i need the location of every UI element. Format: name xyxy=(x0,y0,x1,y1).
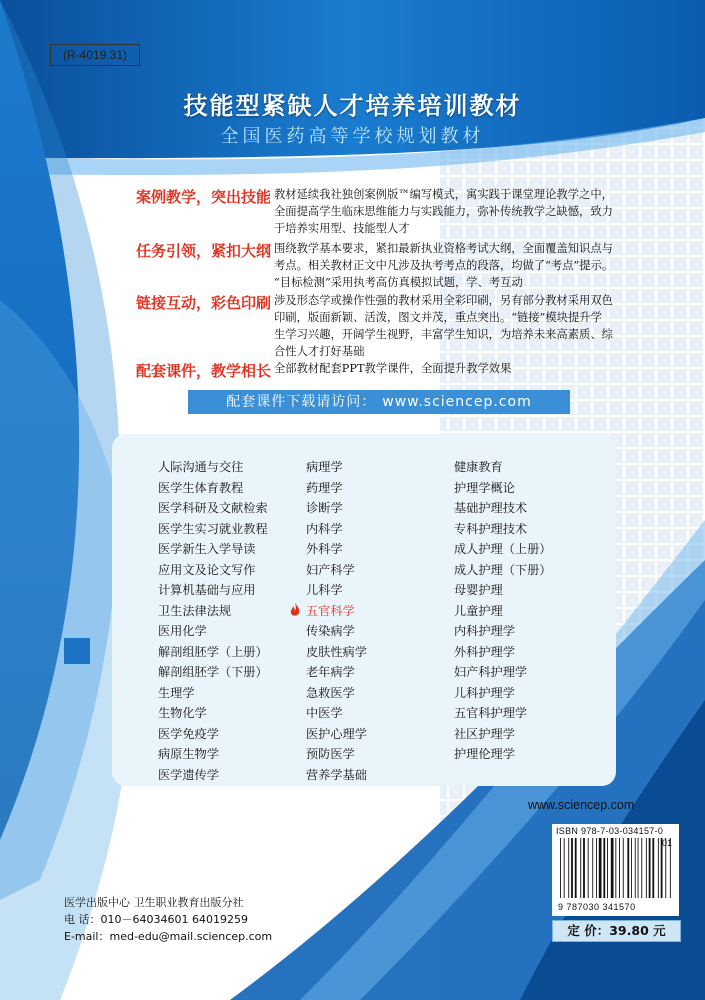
book-title: 生理学 xyxy=(158,685,195,700)
barcode-bar xyxy=(670,838,671,898)
barcode-bar xyxy=(560,838,561,898)
barcode-bar xyxy=(575,838,577,898)
feature-text xyxy=(274,360,644,377)
barcode-bar xyxy=(635,838,636,898)
feature-line: 生学习兴趣，开阔学生视野，丰富学生知识，为培养未来高素质、综 xyxy=(274,328,613,341)
feature-text xyxy=(274,186,644,237)
barcode-bar xyxy=(619,838,620,898)
feature-line: 教材延续我社独创案例版™编写模式，寓实践于课堂理论教学之中， xyxy=(274,188,613,201)
barcode-bar xyxy=(603,838,605,898)
feature-heading: 任务引领，紧扣大纲 xyxy=(136,242,272,260)
book-title: 医护心理学 xyxy=(306,726,367,741)
series-title: 技能型紧缺人才培养培训教材 xyxy=(183,92,522,120)
book-title: 儿科护理学 xyxy=(454,685,515,700)
book-list-column-3 xyxy=(454,458,624,766)
book-title: 护理学概论 xyxy=(454,480,515,495)
book-title: 五官科学 xyxy=(306,602,476,623)
barcode-bar xyxy=(665,838,666,898)
feature-heading: 配套课件，教学相长 xyxy=(136,362,272,380)
feature-heading: 案例教学，突出技能 xyxy=(136,188,272,206)
feature-line: 围绕教学基本要求，紧扣最新执业资格考试大纲，全面覆盖知识点与 xyxy=(274,242,613,255)
barcode-bar xyxy=(638,838,639,898)
barcode-digits: 9 787030 341570 xyxy=(558,902,636,912)
book-title: 健康教育 xyxy=(454,460,503,474)
barcode-bar xyxy=(631,838,632,898)
book-title: 营养学基础 xyxy=(306,767,367,782)
book-title: 解剖组胚学（上册） xyxy=(158,644,268,659)
barcode-bar xyxy=(564,838,565,898)
barcode-bar xyxy=(596,838,597,898)
book-title: 内科护理学 xyxy=(454,624,515,638)
publisher-email: E-mail：med-edu@mail.sciencep.com xyxy=(64,930,273,943)
book-title: 外科学 xyxy=(306,542,343,556)
book-title: 专科护理技术 xyxy=(454,521,528,536)
book-title: 人际沟通与交往 xyxy=(158,460,244,474)
price-label: 定 价：39.80 元 xyxy=(552,920,681,942)
book-title: 内科学 xyxy=(306,521,343,536)
book-title: 成人护理（下册） xyxy=(454,562,552,577)
feature-line: 考点。相关教材正文中凡涉及执考考点的段落，均做了“考点”提示。 xyxy=(274,259,614,272)
catalog-code: (R-4019.31) xyxy=(50,44,140,66)
feature-text xyxy=(274,240,644,291)
decorative-square xyxy=(62,636,92,666)
book-title: 医学新生入学导读 xyxy=(158,542,256,556)
book-title: 基础护理技术 xyxy=(454,501,528,515)
barcode-bar xyxy=(652,838,654,898)
download-label: 配套课件下载请访问： xyxy=(226,394,377,410)
book-title: 计算机基础与应用 xyxy=(158,583,256,597)
feature-line: 全部教材配套PPT教学课件，全面提升教学效果 xyxy=(274,362,512,375)
barcode-bar xyxy=(649,838,651,898)
feature-line: 全面提高学生临床思维能力与实践能力，弥补传统教学之缺憾，致力 xyxy=(274,205,613,218)
book-title: 医学生实习就业教程 xyxy=(158,521,268,536)
feature-line: 印刷，版面新颖、活泼，图文并茂，重点突出。“链接”模块提升学 xyxy=(274,311,602,324)
barcode-bar xyxy=(641,838,642,898)
barcode-bar xyxy=(607,838,608,898)
feature-line: 涉及形态学或操作性强的教材采用全彩印刷，另有部分教材采用双色 xyxy=(274,294,613,307)
barcode-bar xyxy=(615,838,616,898)
feature-line: “目标检测”采用执考高仿真模拟试题，学、考互动 xyxy=(274,276,523,289)
barcode-bar xyxy=(599,838,602,898)
isbn-text: ISBN 978-7-03-034157-0 xyxy=(556,826,664,836)
barcode-bar xyxy=(588,838,589,898)
book-title: 儿童护理 xyxy=(454,603,503,618)
barcode-bar xyxy=(592,838,593,898)
barcode-bar xyxy=(611,838,614,898)
book-title: 急救医学 xyxy=(306,685,355,700)
isbn-addon: 01 xyxy=(662,838,673,848)
book-title: 医学生体育教程 xyxy=(158,480,244,495)
book-title: 医用化学 xyxy=(158,624,207,638)
book-title: 社区护理学 xyxy=(454,726,515,741)
book-title: 儿科学 xyxy=(306,583,343,597)
book-title: 五官科护理学 xyxy=(454,706,528,720)
book-title: 生物化学 xyxy=(158,706,207,720)
book-list-column-2 xyxy=(306,458,476,786)
barcode-bar xyxy=(571,838,573,898)
download-bar xyxy=(188,390,570,414)
book-title: 医学科研及文献检索 xyxy=(158,501,268,515)
book-title: 中医学 xyxy=(306,706,343,720)
feature-heading: 链接互动，彩色印刷 xyxy=(136,294,272,312)
barcode-icon xyxy=(558,838,676,900)
book-title: 解剖组胚学（下册） xyxy=(158,665,268,679)
book-title: 病理学 xyxy=(306,460,343,474)
barcode-bar xyxy=(646,838,647,898)
barcode-bar xyxy=(623,838,624,898)
book-title: 医学免疫学 xyxy=(158,726,219,741)
book-title: 护理伦理学 xyxy=(454,747,515,761)
book-list-column-1 xyxy=(158,458,328,786)
book-title: 成人护理（上册） xyxy=(454,542,552,556)
download-url[interactable]: www.sciencep.com xyxy=(382,394,532,410)
feature-text xyxy=(274,292,644,360)
publisher-phone: 电 话：010－64034601 64019259 xyxy=(64,913,248,926)
book-title: 老年病学 xyxy=(306,665,355,679)
flame-icon xyxy=(290,603,300,617)
barcode-bar xyxy=(583,838,585,898)
barcode-bar xyxy=(568,838,569,898)
book-title: 外科护理学 xyxy=(454,644,515,659)
book-title: 卫生法律法规 xyxy=(158,603,232,618)
feature-line: 于培养实用型、技能型人才 xyxy=(274,222,410,235)
barcode-bar xyxy=(658,838,659,898)
series-subtitle: 全国医药高等学校规划教材 xyxy=(220,126,485,147)
publisher-website: www.sciencep.com xyxy=(528,798,635,812)
publisher-name: 医学出版中心 卫生职业教育出版分社 xyxy=(64,896,244,909)
barcode-bar xyxy=(580,838,581,898)
book-title: 应用文及论文写作 xyxy=(158,562,256,577)
feature-line: 合性人才打好基础 xyxy=(274,345,365,358)
book-title: 预防医学 xyxy=(306,747,355,761)
book-title: 诊断学 xyxy=(306,501,343,515)
book-title: 母婴护理 xyxy=(454,583,503,597)
book-title: 药理学 xyxy=(306,480,343,495)
book-title: 传染病学 xyxy=(306,624,355,638)
book-title: 皮肤性病学 xyxy=(306,644,367,659)
book-title: 妇产科学 xyxy=(306,562,355,577)
barcode-bar xyxy=(661,838,663,898)
book-title: 医学遗传学 xyxy=(158,767,219,782)
book-title: 病原生物学 xyxy=(158,747,219,761)
book-title: 妇产科护理学 xyxy=(454,665,528,679)
barcode-bar xyxy=(627,838,629,898)
